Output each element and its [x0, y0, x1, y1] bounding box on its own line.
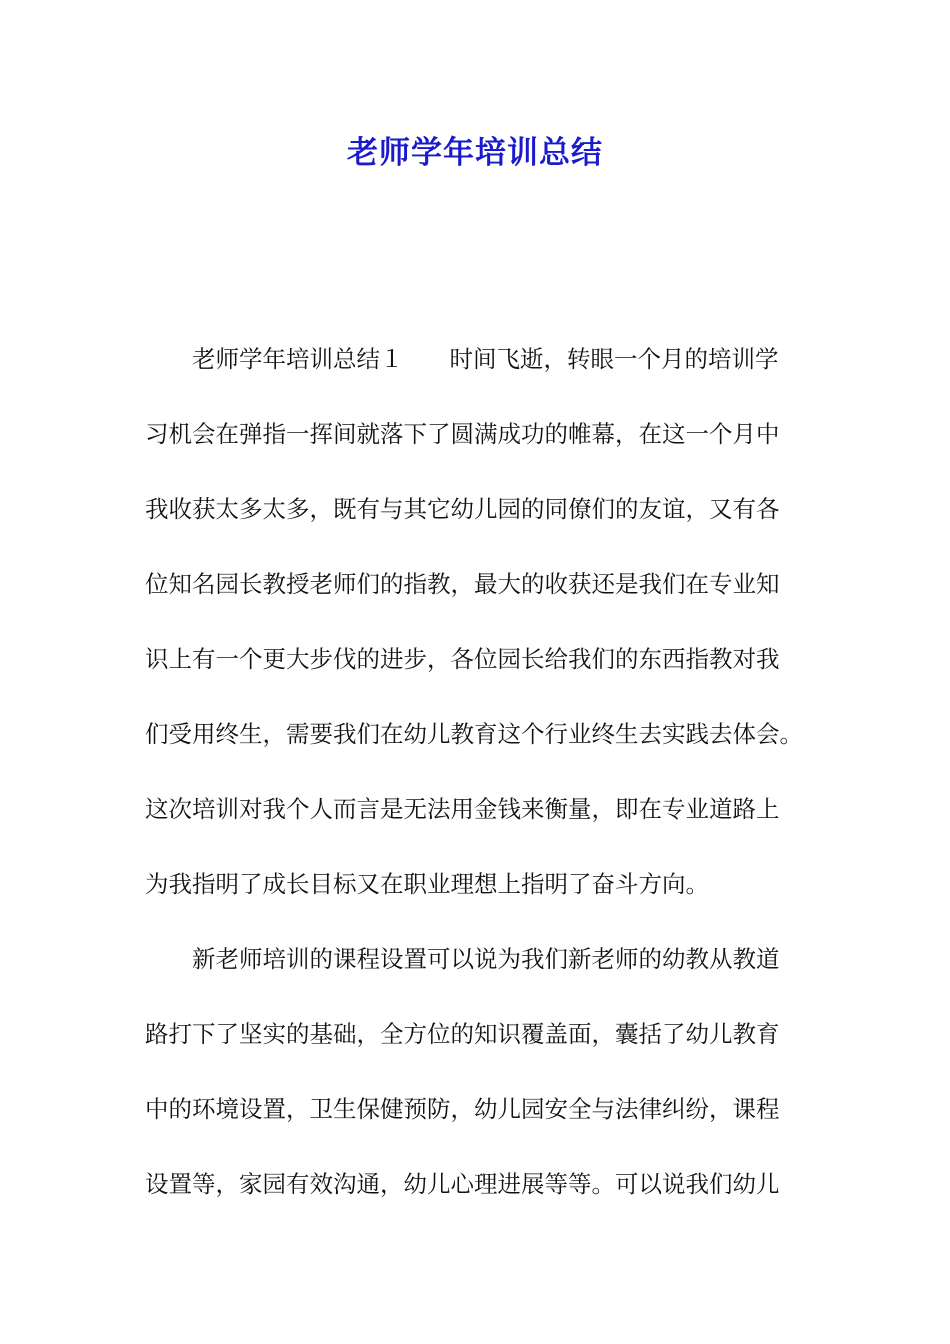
- paragraph-text: 时间飞逝，转眼一个月的培训学: [449, 345, 779, 373]
- paragraph-line-8: 为我指明了成长目标又在职业理想上指明了奋斗方向。: [145, 870, 709, 898]
- document-title: 老师学年培训总结: [347, 135, 603, 171]
- paragraph-line-2: 习机会在弹指一挥间就落下了圆满成功的帷幕，在这一个月中: [145, 420, 780, 448]
- section-heading-inline: 老师学年培训总结１: [192, 345, 404, 373]
- paragraph-line-7: 这次培训对我个人而言是无法用金钱来衡量，即在专业道路上: [145, 795, 780, 823]
- document-body: [145, 334, 815, 1234]
- paragraph-line-10: 路打下了坚实的基础，全方位的知识覆盖面，囊括了幼儿教育: [145, 1020, 780, 1048]
- paragraph-line-4: 位知名园长教授老师们的指教，最大的收获还是我们在专业知: [145, 570, 780, 598]
- paragraph-line-9: 新老师培训的课程设置可以说为我们新老师的幼教从教道: [192, 945, 780, 973]
- paragraph-line-6: 们受用终生，需要我们在幼儿教育这个行业终生去实践去体会。: [145, 720, 803, 748]
- paragraph-line-1: [145, 334, 815, 409]
- paragraph-line-11: 中的环境设置，卫生保健预防，幼儿园安全与法律纠纷，课程: [145, 1095, 780, 1123]
- paragraph-line-12: 设置等，家园有效沟通，幼儿心理进展等等。可以说我们幼儿: [145, 1170, 780, 1198]
- paragraph-line-5: 识上有一个更大步伐的进步，各位园长给我们的东西指教对我: [145, 645, 780, 673]
- paragraph-line-3: 我收获太多太多，既有与其它幼儿园的同僚们的友谊，又有各: [145, 495, 780, 523]
